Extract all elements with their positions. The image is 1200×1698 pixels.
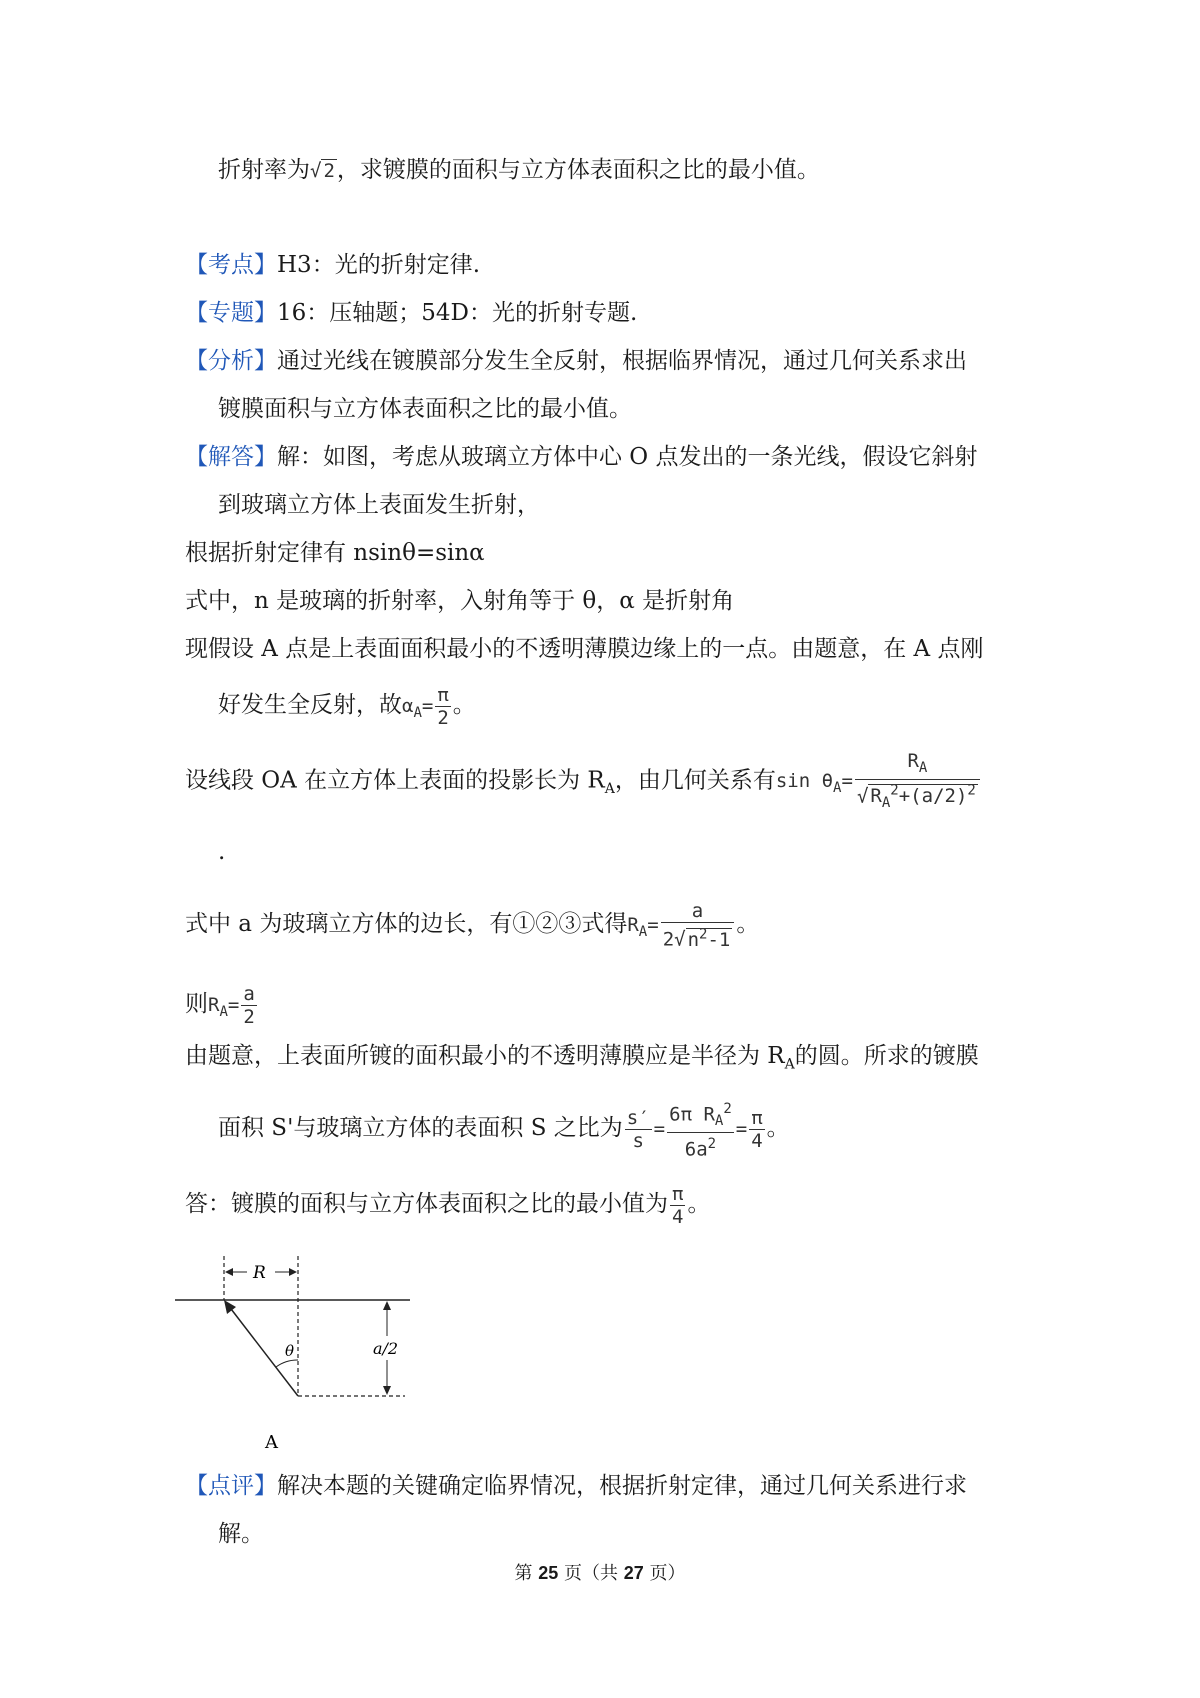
fenxi-line-2 xyxy=(218,393,632,425)
area-subscript: A xyxy=(784,1056,795,1073)
point-a-label: A xyxy=(265,1432,278,1453)
area-line-1 xyxy=(185,1040,979,1081)
den-close: ) xyxy=(955,785,968,808)
pi-over-4-fraction xyxy=(749,1107,764,1152)
alpha-subscript: A xyxy=(413,704,422,721)
jieda-line-1 xyxy=(185,441,977,473)
numerator-r: R xyxy=(907,750,919,772)
assume-text: 现假设 A 点是上表面面积最小的不透明薄膜边缘上的一点。由题意，在 A 点刚 xyxy=(185,636,984,662)
projection-line xyxy=(185,750,982,817)
dianping-tag: 【点评】 xyxy=(185,1473,277,1499)
zhuanti-text: 16：压轴题；54D：光的折射专题. xyxy=(277,300,638,326)
dianping-text-2: 解。 xyxy=(218,1521,264,1547)
assume-line-1 xyxy=(185,633,983,665)
footer-middle: 页（共 xyxy=(558,1563,624,1584)
s-ratio-fraction xyxy=(625,1107,652,1152)
half-label: a/2 xyxy=(373,1339,399,1358)
fraction-denominator: 2 xyxy=(437,707,449,729)
intro-text-end: ，求镀膜的面积与立方体表面积之比的最小值。 xyxy=(336,157,820,183)
sqrt-expression: √ 2 xyxy=(310,160,335,182)
dianping-line-1 xyxy=(185,1470,967,1502)
fraction-numerator: π xyxy=(751,1107,763,1129)
den-sup: 2 xyxy=(890,782,899,799)
fenxi-text-2: 镀膜面积与立方体表面积之比的最小值。 xyxy=(218,396,632,422)
theta-label: θ xyxy=(285,1342,295,1360)
alpha-equation xyxy=(402,684,453,729)
fraction-denominator: 2√ $n^2-1$ xyxy=(662,926,731,951)
projection-text-end: ，由几何关系有 xyxy=(614,767,776,794)
den-minus: -1 xyxy=(707,928,731,951)
period: 。 xyxy=(766,1115,790,1141)
pi-over-4-fraction xyxy=(670,1183,685,1228)
projection-text: 设线段 OA 在立方体上表面的投影长为 R xyxy=(185,767,605,794)
page-footer xyxy=(0,1560,1200,1587)
answer-fraction-wrap xyxy=(668,1183,687,1228)
r-arrow-left xyxy=(225,1268,233,1276)
jieda-text-2: 到玻璃立方体上表面发生折射， xyxy=(218,492,540,518)
kaodian-tag: 【考点】 xyxy=(185,252,277,278)
law-line xyxy=(185,537,485,569)
fraction-denominator: s xyxy=(632,1130,644,1152)
numerator-sub: A xyxy=(918,759,928,776)
edge-line xyxy=(185,898,759,958)
den-two: 2 xyxy=(662,928,675,951)
assume-line-2 xyxy=(218,681,476,737)
den-text: 6a xyxy=(684,1138,708,1161)
ra-half-equation: $R_A=$ $\frac{a}{2}$ xyxy=(208,983,255,1028)
projection-subscript: A xyxy=(604,781,615,798)
pi-over-2-fraction xyxy=(435,684,450,729)
den-plus: +( xyxy=(898,785,922,808)
area-text-2: 面积 S'与玻璃立方体的表面积 S 之比为 xyxy=(218,1115,623,1141)
kaodian-text: H3：光的折射定律. xyxy=(277,252,481,278)
jieda-text: 解：如图，考虑从玻璃立方体中心 O 点发出的一条光线，假设它斜射 xyxy=(277,444,978,470)
law-note-line xyxy=(185,585,734,617)
sin-theta-fraction xyxy=(855,750,980,814)
sqrt-body xyxy=(686,928,733,951)
alpha-symbol: α xyxy=(402,695,414,717)
dot-line xyxy=(218,836,225,868)
fraction-denominator: 2 xyxy=(243,1006,255,1028)
r-arrow-right xyxy=(289,1268,297,1276)
intro-line xyxy=(218,154,820,187)
den-n: n xyxy=(687,928,700,951)
fenxi-text: 通过光线在镀膜部分发生全反射，根据临界情况，通过几何关系求出 xyxy=(277,348,967,374)
assume-text-2: 好发生全反射，故 xyxy=(218,692,402,718)
den-r: R xyxy=(870,785,882,808)
period: 。 xyxy=(687,1191,711,1217)
den-sub: A xyxy=(881,794,891,811)
fraction-numerator: a xyxy=(243,983,255,1005)
answer-text: 答：镀膜的面积与立方体表面积之比的最小值为 xyxy=(185,1191,668,1217)
r-symbol: R xyxy=(208,994,220,1016)
fraction-numerator xyxy=(667,1098,734,1133)
ratio-equation: $\frac{s'}{s}$ = $\frac{6\pi R_A^2}{6a^2}$ = $\frac{\pi}{4}$ xyxy=(623,1118,767,1140)
footer-suffix: 页） xyxy=(643,1563,686,1584)
r-label: R xyxy=(253,1263,266,1283)
den-two: 2 xyxy=(944,785,956,808)
sqrt-body: $R_A^2+(a/2)^2$ xyxy=(870,782,976,811)
jieda-line-2 xyxy=(218,489,540,521)
then-text: 则 xyxy=(185,991,208,1017)
sqrt-argument: 2 xyxy=(323,160,335,182)
den-sup2: 2 xyxy=(967,782,976,799)
period: 。 xyxy=(736,911,760,937)
fraction-numerator: a xyxy=(661,900,735,923)
sin-subscript: A xyxy=(833,780,842,797)
law-note-text: 式中，n 是玻璃的折射率，入射角等于 θ，α 是折射角 xyxy=(185,588,735,614)
ra-equation: $R_A=$ $\frac{a}{2√ n^2-1}$ xyxy=(627,914,736,936)
r-subscript: A xyxy=(638,923,648,940)
fraction-denominator: 4 xyxy=(672,1206,684,1228)
page-number: 25 xyxy=(538,1563,559,1583)
fraction-denominator: 4 xyxy=(751,1130,763,1152)
area-text-end: 的圆。所求的镀膜 xyxy=(794,1043,979,1069)
half-arrow-top xyxy=(383,1301,391,1310)
kaodian-line xyxy=(185,249,480,281)
total-pages: 27 xyxy=(623,1563,644,1583)
num-sub: A xyxy=(714,1113,724,1130)
den-a: a xyxy=(921,785,934,808)
geometry-figure xyxy=(175,1248,425,1458)
r-symbol: R xyxy=(627,914,639,936)
fraction-denominator xyxy=(667,1133,734,1160)
fraction-numerator: π xyxy=(437,684,449,706)
equals-sign: = xyxy=(421,695,434,717)
area-text: 由题意，上表面所镀的面积最小的不透明薄膜应是半径为 R xyxy=(185,1043,785,1069)
dot: . xyxy=(218,839,226,865)
fraction-numerator xyxy=(855,750,980,780)
sin-theta: sin θ xyxy=(775,770,834,793)
zhuanti-line xyxy=(185,297,637,329)
ra-fraction xyxy=(661,900,735,950)
zhuanti-tag: 【专题】 xyxy=(185,300,277,326)
dianping-text: 解决本题的关键确定临界情况，根据折射定律，通过几何关系进行求 xyxy=(277,1473,967,1499)
sin-theta-equation: $\sin \theta_A=$ $\frac{R_A}{√ R_A^2+(a/2)^2}$ xyxy=(776,770,982,792)
den-sup: 2 xyxy=(699,926,708,943)
period: 。 xyxy=(452,692,476,718)
theta-arc xyxy=(276,1360,298,1367)
answer-line xyxy=(185,1178,710,1231)
law-text: 根据折射定律有 nsinθ=sinα xyxy=(185,540,485,566)
fenxi-line-1 xyxy=(185,345,967,377)
num-sup: 2 xyxy=(723,1101,732,1118)
fenxi-tag: 【分析】 xyxy=(185,348,277,374)
half-arrow-bottom xyxy=(383,1386,391,1395)
fraction-numerator: s′ xyxy=(626,1107,650,1129)
den-sup: 2 xyxy=(707,1136,717,1153)
area-formula-fraction xyxy=(667,1098,734,1160)
num-text: 6π R xyxy=(669,1103,715,1126)
area-line-2 xyxy=(218,1098,790,1161)
fraction-denominator: √ $R_A^2+(a/2)^2$ xyxy=(856,782,976,811)
then-line xyxy=(185,980,259,1036)
intro-text: 折射率为 xyxy=(218,157,310,183)
footer-prefix: 第 xyxy=(514,1563,539,1584)
fraction-numerator: π xyxy=(672,1183,684,1205)
jieda-tag: 【解答】 xyxy=(185,444,277,470)
a-over-2-fraction xyxy=(241,983,256,1028)
r-subscript: A xyxy=(219,1003,228,1020)
dianping-line-2 xyxy=(218,1518,264,1550)
edge-text: 式中 a 为玻璃立方体的边长，有①②③式得 xyxy=(185,911,628,937)
